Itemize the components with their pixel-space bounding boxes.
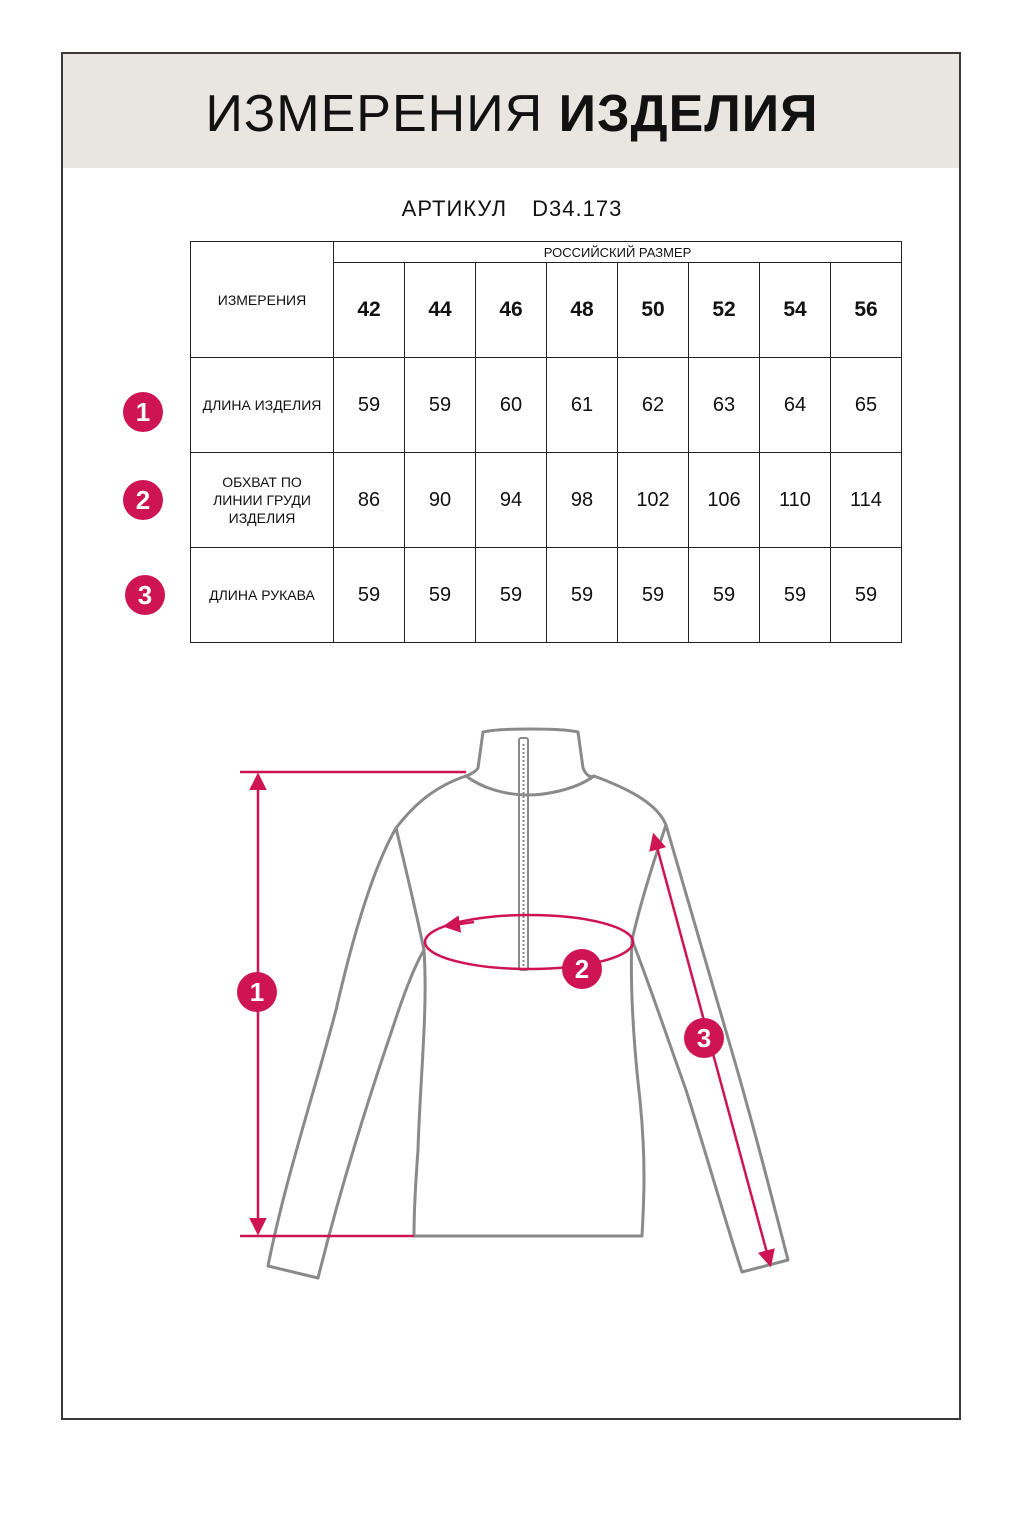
table-cell: 63 <box>689 358 760 453</box>
table-cell: 59 <box>689 548 760 643</box>
table-cell: 60 <box>476 358 547 453</box>
table-cell: 59 <box>334 548 405 643</box>
table-cell: 59 <box>618 548 689 643</box>
row-marker-3: 3 <box>125 575 165 615</box>
size-header-cell: 54 <box>760 263 831 358</box>
table-cell: 59 <box>831 548 902 643</box>
row-marker-1: 1 <box>123 392 163 432</box>
right-armhole-line <box>632 825 666 940</box>
left-armhole-line <box>396 828 424 950</box>
title-bold: ИЗДЕЛИЯ <box>558 85 819 143</box>
size-header-cell: 50 <box>618 263 689 358</box>
size-header-cell: 44 <box>405 263 476 358</box>
size-header-cell: 52 <box>689 263 760 358</box>
length-measure <box>240 772 466 1236</box>
table-cell: 59 <box>405 548 476 643</box>
size-group-label: РОССИЙСКИЙ РАЗМЕР <box>334 242 902 263</box>
table-cell: 94 <box>476 453 547 548</box>
size-header-cell: 46 <box>476 263 547 358</box>
size-header-cell: 56 <box>831 263 902 358</box>
zipper <box>519 738 528 970</box>
table-cell: 114 <box>831 453 902 548</box>
row-marker-2: 2 <box>123 480 163 520</box>
table-cell: 64 <box>760 358 831 453</box>
diagram-marker-2: 2 <box>562 949 602 989</box>
table-cell: 65 <box>831 358 902 453</box>
table-cell: 106 <box>689 453 760 548</box>
article-label: АРТИКУЛ <box>401 196 508 221</box>
table-cell: 59 <box>476 548 547 643</box>
collar-outline <box>466 729 594 795</box>
table-cell: 90 <box>405 453 476 548</box>
table-cell: 86 <box>334 453 405 548</box>
table-cell: 59 <box>760 548 831 643</box>
table-cell: 59 <box>547 548 618 643</box>
diagram-marker-1: 1 <box>237 972 277 1012</box>
article-code: D34.173 <box>532 196 623 221</box>
size-header-cell: 42 <box>334 263 405 358</box>
table-cell: 98 <box>547 453 618 548</box>
table-cell: 102 <box>618 453 689 548</box>
diagram-marker-3: 3 <box>684 1018 724 1058</box>
table-cell: 59 <box>334 358 405 453</box>
row-label: ДЛИНА РУКАВА <box>191 548 334 643</box>
table-cell: 62 <box>618 358 689 453</box>
corner-label: ИЗМЕРЕНИЯ <box>191 242 334 358</box>
table-cell: 61 <box>547 358 618 453</box>
table-cell: 59 <box>405 358 476 453</box>
row-label: ОБХВАТ ПО ЛИНИИ ГРУДИ ИЗДЕЛИЯ <box>191 453 334 548</box>
table-cell: 110 <box>760 453 831 548</box>
row-label: ДЛИНА ИЗДЕЛИЯ <box>191 358 334 453</box>
size-header-cell: 48 <box>547 263 618 358</box>
title-light: ИЗМЕРЕНИЯ <box>205 85 544 143</box>
